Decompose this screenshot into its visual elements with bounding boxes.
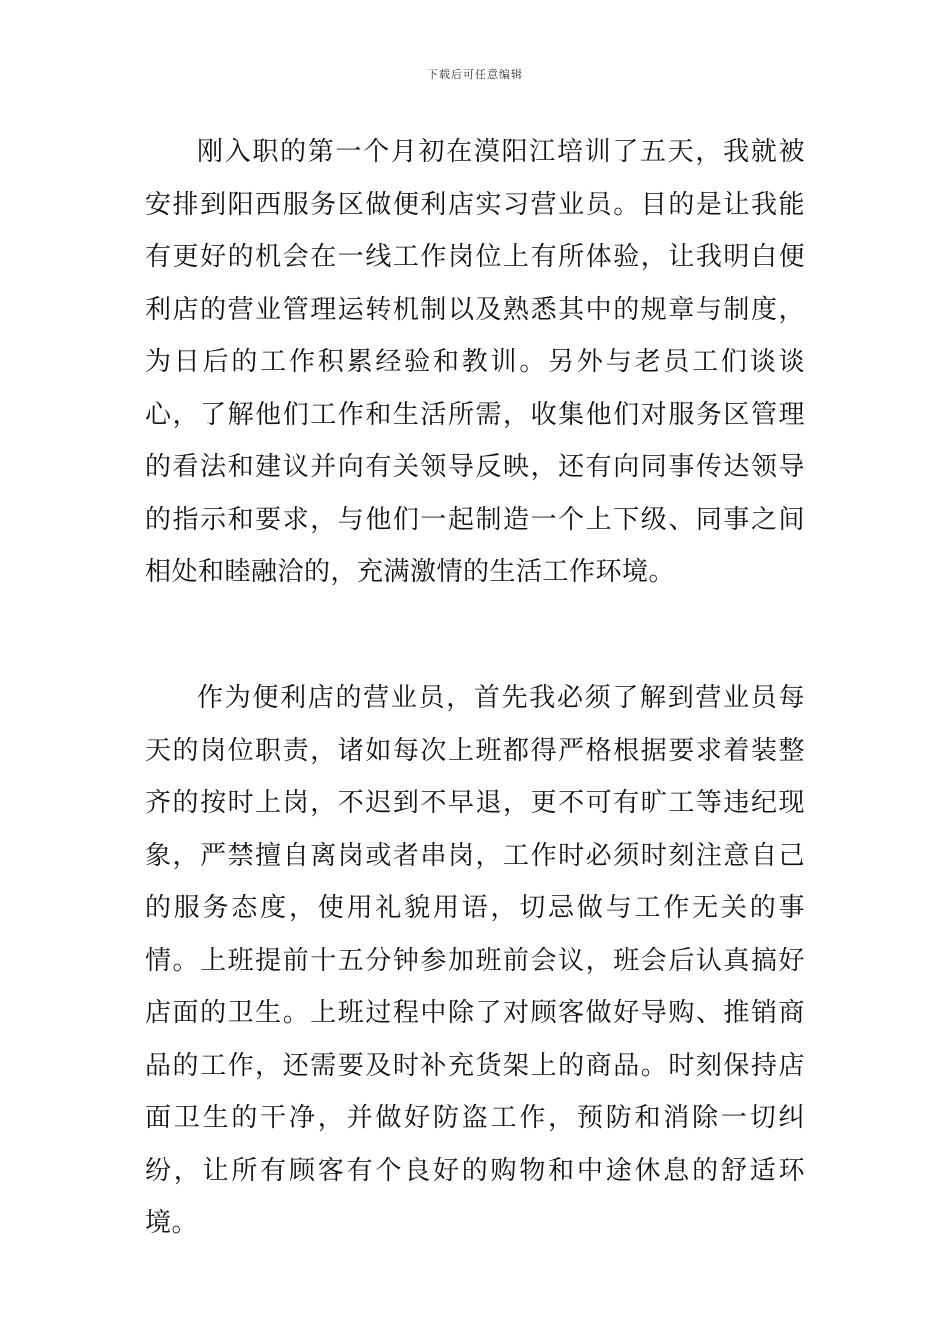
body-paragraph-1: 刚入职的第一个月初在漠阳江培训了五天，我就被安排到阳西服务区做便利店实习营业员。目的是让我能有更好的机会在一线工作岗位上有所体验，让我明白便利店的营业管理运转机制以及熟悉其中的规章与制度，为日后的工作积累经验和教训。另外与老员工们谈谈心，了解他们工作和生活所需，收集他们对服务区管理的看法和建议并向有关领导反映，还有向同事传达领导的指示和要求，与他们一起制造一个上下级、同事之间相处和睦融洽的，充满激情的生活工作环境。 <box>145 137 805 587</box>
page-header-note: 下载后可任意编辑 <box>427 68 523 81</box>
body-paragraph-2: 作为便利店的营业员，首先我必须了解到营业员每天的岗位职责，诸如每次上班都得严格根据要求着装整齐的按时上岗，不迟到不早退，更不可有旷工等违纪现象，严禁擅自离岗或者串岗，工作时必须时刻注意自己的服务态度，使用礼貌用语，切忌做与工作无关的事情。上班提前十五分钟参加班前会议，班会后认真搞好店面的卫生。上班过程中除了对顾客做好导购、推销商品的工作，还需要及时补充货架上的商品。时刻保持店面卫生的干净，并做好防盗工作，预防和消除一切纠纷，让所有顾客有个良好的购物和中途休息的舒适环境。 <box>145 683 805 1238</box>
